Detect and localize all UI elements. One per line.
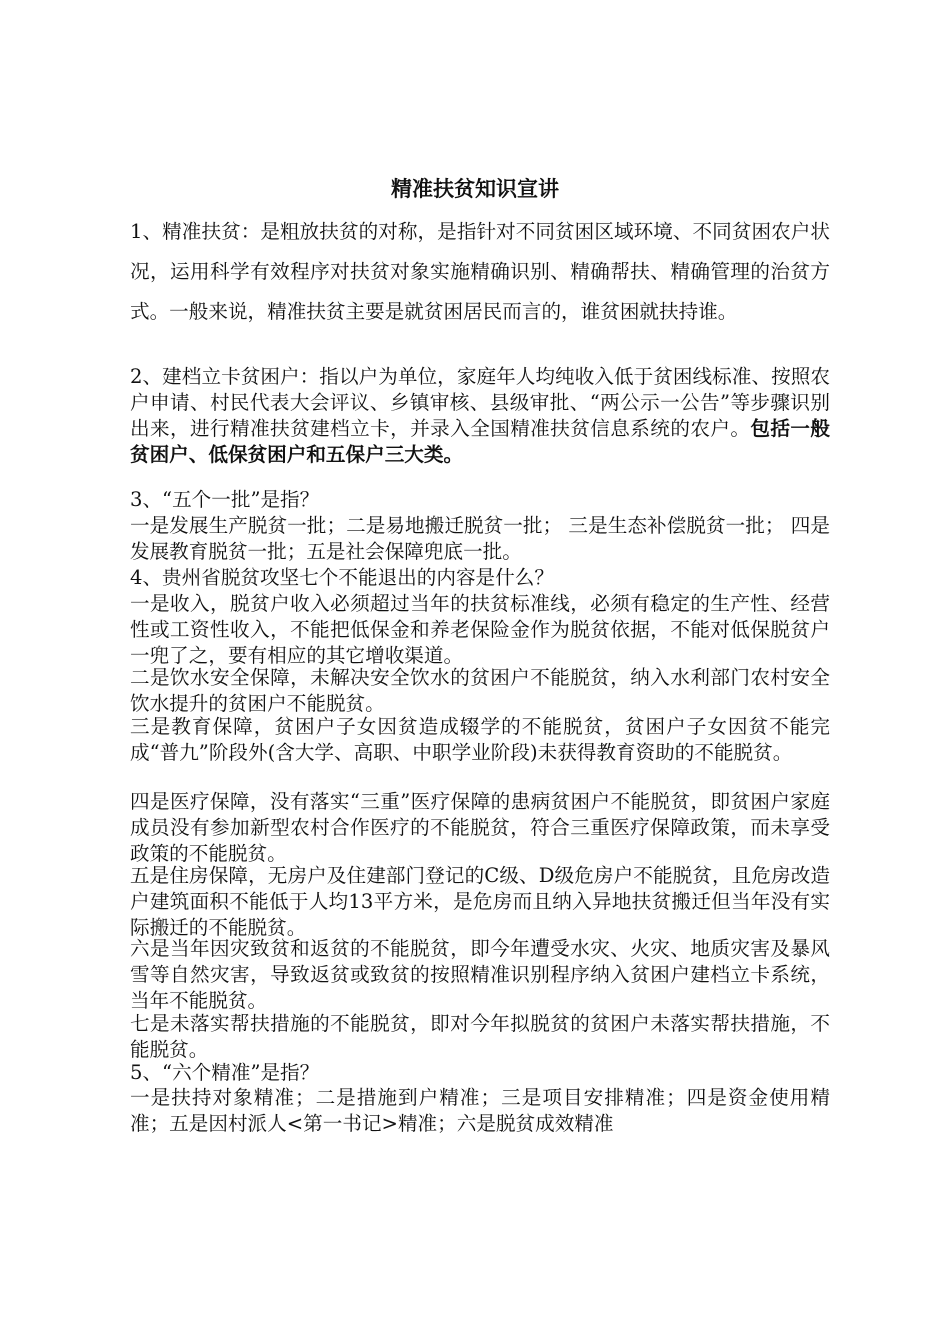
- section-4-item-assistance: 七是未落实帮扶措施的不能脱贫，即对今年拟脱贫的贫困户未落实帮扶措施，不能脱贫。: [130, 1012, 830, 1061]
- document-title: 精准扶贫知识宣讲: [391, 177, 559, 201]
- section-4-item-water: 二是饮水安全保障，未解决安全饮水的贫困户不能脱贫，纳入水利部门农村安全饮水提升的贫困户不能脱贫。: [130, 666, 830, 715]
- section-4-item-medical: 四是医疗保障，没有落实“三重”医疗保障的患病贫困户不能脱贫，即贫困户家庭成员没有参加新型农村合作医疗的不能脱贫，符合三重医疗保障政策，而未享受政策的不能脱贫。: [130, 790, 830, 865]
- section-1-precision-poverty-alleviation: 1、精准扶贫：是粗放扶贫的对称，是指针对不同贫困区域环境、不同贫困农户状况，运用科学有效程序对扶贫对象实施精确识别、精确帮扶、精确管理的治贫方式。一般来说，精准扶贫主要是就贫困居民而言的，谁贫困就扶持谁。: [130, 220, 830, 323]
- section-4-item-income: 一是收入，脱贫户收入必须超过当年的扶贫标准线，必须有稳定的生产性、经营性或工资性收入，不能把低保金和养老保险金作为脱贫依据，不能对低保脱贫户一兜了之，要有相应的其它增收渠道。: [130, 592, 830, 667]
- section-4-heading: 4、贵州省脱贫攻坚七个不能退出的内容是什么？: [130, 566, 554, 589]
- section-3-heading: 3、“五个一批”是指？: [130, 488, 320, 511]
- section-3-body: 一是发展生产脱贫一批；二是易地搬迁脱贫一批； 三是生态补偿脱贫一批； 四是发展教育脱贫一批；五是社会保障兜底一批。: [130, 514, 830, 563]
- section-2-text: 2、建档立卡贫困户：指以户为单位，家庭年人均纯收入低于贫困线标准、按照农户申请、村民代表大会评议、乡镇审核、县级审批、“两公示一公告”等步骤识别出来，进行精准扶贫建档立卡，并录入全国精准扶贫信息系统的农户。: [130, 365, 830, 440]
- section-4-item-housing: 五是住房保障，无房户及住建部门登记的C级、D级危房户不能脱贫，且危房改造户建筑面积不能低于人均13平方米，是危房而且纳入异地扶贫搬迁但当年没有实际搬迁的不能脱贫。: [130, 864, 830, 939]
- section-2-bold-text: 包括一般贫困户、低保贫困户和五保户三大类。: [130, 417, 831, 466]
- section-4-item-education: 三是教育保障，贫困户子女因贫造成辍学的不能脱贫，贫困户子女因贫不能完成“普九”阶段外(含大学、高职、中职学业阶段)未获得教育资助的不能脱贫。: [130, 715, 830, 764]
- section-2-registered-poor-households: [130, 364, 830, 468]
- section-4-item-disaster: 六是当年因灾致贫和返贫的不能脱贫，即今年遭受水灾、火灾、地质灾害及暴风雪等自然灾害，导致返贫或致贫的按照精准识别程序纳入贫困户建档立卡系统，当年不能脱贫。: [130, 937, 830, 1012]
- section-5-body: 一是扶持对象精准；二是措施到户精准；三是项目安排精准；四是资金使用精准；五是因村派人<第一书记>精准；六是脱贫成效精准: [130, 1086, 830, 1135]
- section-5-heading: 5、“六个精准”是指？: [130, 1061, 320, 1084]
